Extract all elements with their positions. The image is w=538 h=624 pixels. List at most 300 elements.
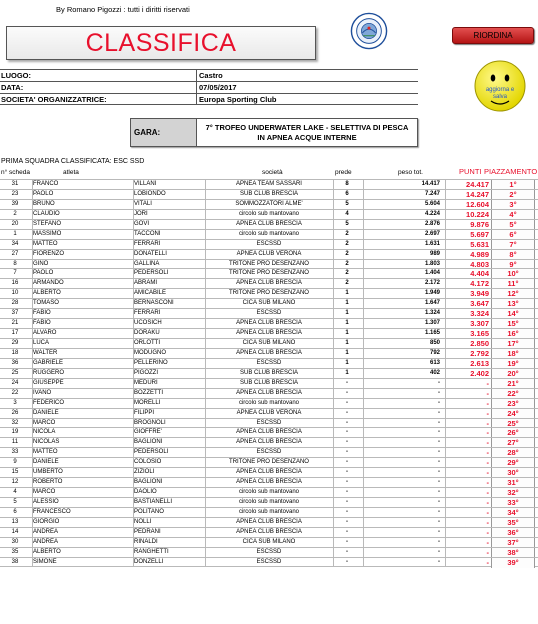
cell-prede[interactable]: - [346,479,348,486]
cell-piazzamento[interactable]: 29° [491,458,535,468]
cell-scheda[interactable]: 29 [11,340,19,346]
cell-piazzamento[interactable]: 17° [491,339,535,349]
cell-cognome[interactable]: DORAKU [134,330,160,337]
cell-piazzamento[interactable]: 1° [491,180,535,190]
cell-societa[interactable]: APNEA CLUB BRESCIA [236,280,302,287]
cell-scheda[interactable]: 34 [11,240,19,247]
cell-scheda[interactable]: 18 [11,349,19,356]
cell-cognome[interactable]: NOLLI [134,518,152,525]
cell-societa[interactable]: APNEA CLUB VERONA [236,409,302,416]
cell-scheda[interactable]: 26 [11,409,19,416]
cell-punti[interactable]: - [486,527,489,537]
table-row[interactable] [0,288,538,298]
cell-cognome[interactable]: PEDERSOLI [134,270,169,277]
cell-punti[interactable]: - [486,537,489,547]
cell-societa[interactable]: circolo sub mantovano [238,508,300,515]
table-row[interactable] [0,199,538,209]
cell-prede[interactable]: - [346,508,348,515]
cell-societa[interactable]: circolo sub mantovano [238,489,300,496]
table-row[interactable] [0,507,538,517]
cell-scheda[interactable]: 19 [11,429,19,436]
cell-piazzamento[interactable]: 7° [491,240,535,250]
cell-cognome[interactable]: DONZELLI [134,558,164,565]
cell-nome[interactable]: FABIO [33,310,51,317]
table-row[interactable] [0,378,538,388]
cell-prede[interactable]: - [346,409,348,416]
table-row[interactable] [0,179,538,189]
cell-prede[interactable]: 4 [345,210,349,217]
cell-peso[interactable]: 850 [429,340,440,346]
table-row[interactable] [0,209,538,219]
cell-prede[interactable]: - [346,429,348,436]
cell-cognome[interactable]: VITALI [134,200,152,207]
cell-prede[interactable]: 1 [345,290,349,297]
table-row[interactable] [0,527,538,537]
cell-nome[interactable]: FIORENZO [33,250,64,257]
cell-cognome[interactable]: ABRAMI [134,280,158,287]
cell-peso[interactable]: - [438,508,440,515]
cell-nome[interactable]: NICOLA [33,429,56,436]
cell-peso[interactable]: 5.604 [424,200,440,207]
cell-societa[interactable]: CICA SUB MILANO [242,340,296,346]
cell-nome[interactable]: STEFANO [33,220,62,227]
cell-scheda[interactable]: 14 [11,528,19,535]
cell-societa[interactable]: APNEA CLUB BRESCIA [236,220,302,227]
table-row[interactable] [0,308,538,318]
cell-peso[interactable]: - [438,449,440,456]
cell-scheda[interactable]: 33 [11,449,19,456]
cell-punti[interactable]: - [486,468,489,478]
cell-scheda[interactable]: 24 [11,379,19,386]
cell-peso[interactable]: - [438,469,440,476]
cell-cognome[interactable]: ZIZIOLI [134,469,155,476]
table-row[interactable] [0,278,538,288]
cell-nome[interactable]: CLAUDIO [33,210,60,217]
cell-cognome[interactable]: FILIPPI [134,409,155,416]
cell-punti[interactable]: 5.631 [470,239,489,249]
cell-societa[interactable]: APNEA CLUB VERONA [236,250,302,257]
table-row[interactable] [0,368,538,378]
cell-punti[interactable]: - [486,438,489,448]
cell-punti[interactable]: 10.224 [466,209,489,219]
cell-prede[interactable]: 1 [345,320,349,327]
cell-cognome[interactable]: FERRARI [134,240,161,247]
cell-punti[interactable]: 3.324 [470,309,489,319]
cell-societa[interactable]: TRITONE PRO DESENZANO [229,270,309,277]
cell-punti[interactable]: 3.949 [470,289,489,299]
cell-cognome[interactable]: GALLINA [134,260,160,267]
cell-nome[interactable]: ALVARO [33,330,57,337]
table-row[interactable] [0,358,538,368]
cell-peso[interactable]: 1.404 [424,270,440,277]
cell-piazzamento[interactable]: 18° [491,349,535,359]
cell-societa[interactable]: APNEA CLUB BRESCIA [236,518,302,525]
cell-piazzamento[interactable]: 35° [491,518,535,528]
cell-cognome[interactable]: POLITANO [134,508,164,515]
cell-punti[interactable]: 4.404 [470,269,489,279]
cell-prede[interactable]: - [346,558,348,565]
cell-piazzamento[interactable]: 19° [491,359,535,369]
cell-cognome[interactable]: ORLOTTI [134,340,161,346]
cell-punti[interactable]: - [486,418,489,428]
cell-piazzamento[interactable]: 4° [491,210,535,220]
cell-nome[interactable]: ANDREA [33,528,59,535]
cell-piazzamento[interactable]: 32° [491,488,535,498]
riordina-button[interactable]: RIORDINA [452,27,534,44]
cell-punti[interactable]: 4.803 [470,259,489,269]
cell-nome[interactable]: RUGGERO [33,369,65,376]
cell-societa[interactable]: circolo sub mantovano [238,499,300,505]
cell-prede[interactable]: - [346,439,348,446]
cell-cognome[interactable]: MEDURI [134,379,158,386]
cell-prede[interactable]: 1 [345,330,349,337]
cell-prede[interactable]: - [346,379,348,386]
cell-societa[interactable]: APNEA CLUB BRESCIA [236,349,302,356]
cell-cognome[interactable]: BAGLIONI [134,479,163,486]
cell-prede[interactable]: - [346,469,348,476]
cell-societa[interactable]: APNEA CLUB BRESCIA [236,330,302,337]
cell-prede[interactable]: - [346,518,348,525]
cell-cognome[interactable]: BERNASCONI [134,300,174,307]
cell-societa[interactable]: SUB CLUB BRESCIA [239,190,299,197]
cell-cognome[interactable]: BAGLIONI [134,439,163,446]
cell-peso[interactable]: - [438,409,440,416]
cell-cognome[interactable]: VILLANI [134,181,157,187]
cell-punti[interactable]: - [486,458,489,468]
cell-scheda[interactable]: 5 [13,499,17,505]
cell-peso[interactable]: 402 [429,369,440,376]
cell-societa[interactable]: TRITONE PRO DESENZANO [229,290,309,297]
cell-societa[interactable]: APNEA CLUB BRESCIA [236,320,302,327]
cell-peso[interactable]: 14.417 [421,181,440,187]
cell-prede[interactable]: - [346,389,348,396]
cell-punti[interactable]: 4.989 [470,249,489,259]
cell-cognome[interactable]: JORI [134,210,148,217]
cell-cognome[interactable]: DONATELLI [134,250,167,257]
cell-nome[interactable]: BRUNO [33,200,55,207]
cell-punti[interactable]: 14.247 [466,189,489,199]
cell-nome[interactable]: FRANCO [33,181,59,187]
cell-punti[interactable]: - [486,428,489,438]
cell-punti[interactable]: 2.792 [470,348,489,358]
cell-nome[interactable]: GINO [33,260,49,267]
cell-prede[interactable]: - [346,399,348,406]
cell-cognome[interactable]: DAOLIO [134,489,157,496]
table-row[interactable] [0,418,538,428]
cell-piazzamento[interactable]: 12° [491,289,535,299]
table-row[interactable] [0,437,538,447]
cell-scheda[interactable]: 15 [11,469,19,476]
cell-societa[interactable]: circolo sub mantovano [238,399,300,406]
cell-nome[interactable]: MARCO [33,489,56,496]
cell-piazzamento[interactable]: 25° [491,419,535,429]
cell-nome[interactable]: IVANO [33,389,52,396]
cell-scheda[interactable]: 2 [13,210,17,217]
cell-punti[interactable]: - [486,547,489,557]
cell-prede[interactable]: 1 [345,349,349,356]
cell-scheda[interactable]: 32 [11,419,19,426]
cell-societa[interactable]: ESCSSD [256,558,282,565]
cell-societa[interactable]: ESCSSD [256,310,282,317]
table-row[interactable] [0,328,538,338]
table-row[interactable] [0,398,538,408]
cell-scheda[interactable]: 16 [11,280,19,287]
cell-prede[interactable]: - [346,449,348,456]
cell-scheda[interactable]: 36 [11,359,19,366]
cell-prede[interactable]: 1 [345,300,349,307]
cell-piazzamento[interactable]: 9° [491,260,535,270]
cell-societa[interactable]: APNEA CLUB BRESCIA [236,528,302,535]
cell-prede[interactable]: 5 [345,220,349,227]
cell-prede[interactable]: 8 [345,181,349,187]
cell-prede[interactable]: 6 [345,190,349,197]
table-row[interactable] [0,338,538,348]
cell-scheda[interactable]: 38 [11,558,19,565]
cell-prede[interactable]: 2 [345,280,349,287]
cell-cognome[interactable]: LOBIONDO [134,190,166,197]
cell-societa[interactable]: circolo sub mantovano [238,230,300,237]
cell-scheda[interactable]: 23 [11,190,19,197]
cell-scheda[interactable]: 3 [13,399,17,406]
cell-punti[interactable]: 3.165 [470,329,489,339]
cell-societa[interactable]: TRITONE PRO DESENZANO [229,260,309,267]
cell-piazzamento[interactable]: 30° [491,468,535,478]
cell-cognome[interactable]: MODUGNO [134,349,166,356]
cell-piazzamento[interactable]: 8° [491,250,535,260]
cell-nome[interactable]: SIMONE [33,558,57,565]
cell-scheda[interactable]: 4 [13,489,17,496]
cell-peso[interactable]: 1.631 [424,240,440,247]
cell-punti[interactable]: - [486,557,489,567]
cell-cognome[interactable]: BROGNOLI [134,419,166,426]
cell-scheda[interactable]: 21 [11,320,19,327]
cell-punti[interactable]: 2.850 [470,339,489,348]
cell-scheda[interactable]: 28 [11,300,19,307]
cell-peso[interactable]: 2.876 [424,220,440,227]
cell-peso[interactable]: - [438,558,440,565]
cell-nome[interactable]: WALTER [33,349,58,356]
cell-cognome[interactable]: COLOSIO [134,459,162,466]
cell-nome[interactable]: MATTEO [33,449,58,456]
cell-scheda[interactable]: 37 [11,310,19,317]
cell-cognome[interactable]: UCOSICH [134,320,162,327]
cell-scheda[interactable]: 39 [11,200,19,207]
cell-peso[interactable]: 4.224 [424,210,440,217]
cell-scheda[interactable]: 12 [11,479,19,486]
table-row[interactable] [0,388,538,398]
cell-punti[interactable]: 2.402 [470,368,489,378]
cell-peso[interactable]: 1.324 [424,310,440,317]
table-row[interactable] [0,259,538,269]
cell-scheda[interactable]: 17 [11,330,19,337]
cell-piazzamento[interactable]: 24° [491,409,535,419]
cell-societa[interactable]: ESCSSD [256,548,282,555]
cell-cognome[interactable]: PEDERSOLI [134,449,169,456]
cell-cognome[interactable]: FERRARI [134,310,161,317]
cell-nome[interactable]: FABIO [33,320,51,327]
table-row[interactable] [0,477,538,487]
table-row[interactable] [0,427,538,437]
cell-societa[interactable]: ESCSSD [256,449,282,456]
cell-societa[interactable]: CICA SUB MILANO [242,300,296,307]
cell-piazzamento[interactable]: 34° [491,508,535,518]
cell-scheda[interactable]: 20 [11,220,19,227]
cell-punti[interactable]: 5.697 [470,229,489,239]
cell-cognome[interactable]: RINALDI [134,538,158,545]
cell-punti[interactable]: 9.876 [470,219,489,229]
cell-prede[interactable]: 2 [345,260,349,267]
cell-peso[interactable]: 2.172 [424,280,440,287]
cell-scheda[interactable]: 7 [13,270,17,277]
cell-peso[interactable]: - [438,389,440,396]
cell-scheda[interactable]: 30 [11,538,19,545]
table-row[interactable] [0,487,538,497]
cell-piazzamento[interactable]: 38° [491,548,535,558]
cell-societa[interactable]: ESCSSD [256,419,282,426]
cell-prede[interactable]: - [346,419,348,426]
cell-prede[interactable]: 2 [345,230,349,237]
cell-piazzamento[interactable]: 5° [491,220,535,230]
cell-cognome[interactable]: GIOFFRE' [134,429,162,436]
cell-nome[interactable]: PAOLO [33,270,54,277]
cell-societa[interactable]: APNEA CLUB BRESCIA [236,439,302,446]
cell-nome[interactable]: GIORGIO [33,518,60,525]
table-row[interactable] [0,219,538,229]
cell-piazzamento[interactable]: 26° [491,428,535,438]
cell-punti[interactable]: - [486,498,489,507]
cell-nome[interactable]: FRANCESCO [33,508,71,515]
cell-cognome[interactable]: GOVI [134,220,150,227]
cell-societa[interactable]: ESCSSD [256,240,282,247]
luogo-value[interactable]: Castro [196,70,418,81]
cell-cognome[interactable]: AMICABILE [134,290,167,297]
cell-punti[interactable]: - [486,507,489,517]
cell-piazzamento[interactable]: 22° [491,389,535,399]
cell-piazzamento[interactable]: 31° [491,478,535,488]
table-row[interactable] [0,547,538,557]
cell-societa[interactable]: circolo sub mantovano [238,210,300,217]
table-row[interactable] [0,229,538,239]
cell-nome[interactable]: DANIELE [33,409,59,416]
cell-piazzamento[interactable]: 27° [491,438,535,448]
cell-cognome[interactable]: PELLERINO [134,359,168,366]
cell-prede[interactable]: - [346,538,348,545]
cell-piazzamento[interactable]: 28° [491,448,535,458]
cell-prede[interactable]: 2 [345,270,349,277]
cell-societa[interactable]: CICA SUB MILANO [242,538,296,545]
cell-scheda[interactable]: 25 [11,369,19,376]
table-row[interactable] [0,348,538,358]
cell-nome[interactable]: NICOLAS [33,439,60,446]
cell-prede[interactable]: - [346,489,348,496]
cell-piazzamento[interactable]: 21° [491,379,535,389]
cell-peso[interactable]: - [438,399,440,406]
cell-punti[interactable]: - [486,488,489,498]
cell-cognome[interactable]: PEDRANI [134,528,161,535]
cell-societa[interactable]: SOMMOZZATORI ALME' [235,200,303,207]
cell-peso[interactable]: - [438,439,440,446]
cell-piazzamento[interactable]: 39° [491,558,535,568]
cell-nome[interactable]: FEDERICO [33,399,65,406]
cell-prede[interactable]: 1 [345,310,349,317]
cell-prede[interactable]: 1 [345,340,349,346]
cell-peso[interactable]: - [438,489,440,496]
cell-punti[interactable]: 4.172 [470,279,489,289]
cell-scheda[interactable]: 35 [11,548,19,555]
cell-peso[interactable]: - [438,459,440,466]
cell-peso[interactable]: - [438,429,440,436]
cell-nome[interactable]: ARMANDO [33,280,64,287]
cell-nome[interactable]: LUCA [33,340,50,346]
cell-peso[interactable]: 1.647 [424,300,440,307]
table-row[interactable] [0,249,538,259]
cell-cognome[interactable]: PIGOZZI [134,369,158,376]
cell-nome[interactable]: MATTEO [33,240,58,247]
cell-nome[interactable]: MASSIMO [33,230,62,237]
cell-societa[interactable]: APNEA CLUB BRESCIA [236,389,302,396]
cell-peso[interactable]: 989 [429,250,440,257]
cell-scheda[interactable]: 27 [11,250,19,257]
cell-societa[interactable]: TRITONE PRO DESENZANO [229,459,309,466]
cell-peso[interactable]: 1.307 [424,320,440,327]
cell-peso[interactable]: 2.697 [424,230,440,237]
table-row[interactable] [0,557,538,567]
table-row[interactable] [0,497,538,507]
cell-piazzamento[interactable]: 37° [491,538,535,548]
cell-piazzamento[interactable]: 14° [491,309,535,319]
cell-piazzamento[interactable]: 11° [491,279,535,289]
cell-peso[interactable]: - [438,479,440,486]
cell-cognome[interactable]: RANGHETTI [134,548,169,555]
cell-punti[interactable]: - [486,378,489,388]
cell-cognome[interactable]: MORELLI [134,399,161,406]
cell-peso[interactable]: - [438,528,440,535]
cell-nome[interactable]: ANDREA [33,538,59,545]
cell-piazzamento[interactable]: 13° [491,299,535,309]
cell-cognome[interactable]: TACCONI [134,230,161,237]
cell-nome[interactable]: MARCO [33,419,56,426]
cell-peso[interactable]: 1.803 [424,260,440,267]
cell-peso[interactable]: - [438,419,440,426]
cell-punti[interactable]: - [486,478,489,488]
cell-piazzamento[interactable]: 16° [491,329,535,339]
cell-scheda[interactable]: 10 [11,290,19,297]
cell-prede[interactable]: 1 [345,369,349,376]
table-row[interactable] [0,408,538,418]
cell-punti[interactable]: - [486,517,489,527]
cell-societa[interactable]: APNEA CLUB BRESCIA [236,469,302,476]
cell-societa[interactable]: APNEA TEAM SASSARI [236,181,302,187]
cell-peso[interactable]: 1.165 [424,330,440,337]
cell-prede[interactable]: 2 [345,240,349,247]
cell-nome[interactable]: GABRIELE [33,359,64,366]
cell-prede[interactable]: - [346,528,348,535]
cell-prede[interactable]: 2 [345,250,349,257]
cell-nome[interactable]: ALBERTO [33,290,61,297]
cell-piazzamento[interactable]: 36° [491,528,535,538]
cell-punti[interactable]: 3.307 [470,319,489,329]
cell-piazzamento[interactable]: 33° [491,498,535,508]
cell-nome[interactable]: PAOLO [33,190,54,197]
cell-peso[interactable]: 1.949 [424,290,440,297]
cell-punti[interactable]: 24.417 [466,180,489,189]
cell-prede[interactable]: - [346,548,348,555]
cell-piazzamento[interactable]: 20° [491,369,535,379]
cell-cognome[interactable]: BASTIANELLI [134,499,173,505]
cell-punti[interactable]: - [486,408,489,418]
cell-peso[interactable]: 613 [429,359,440,366]
cell-nome[interactable]: GIUSEPPE [33,379,64,386]
